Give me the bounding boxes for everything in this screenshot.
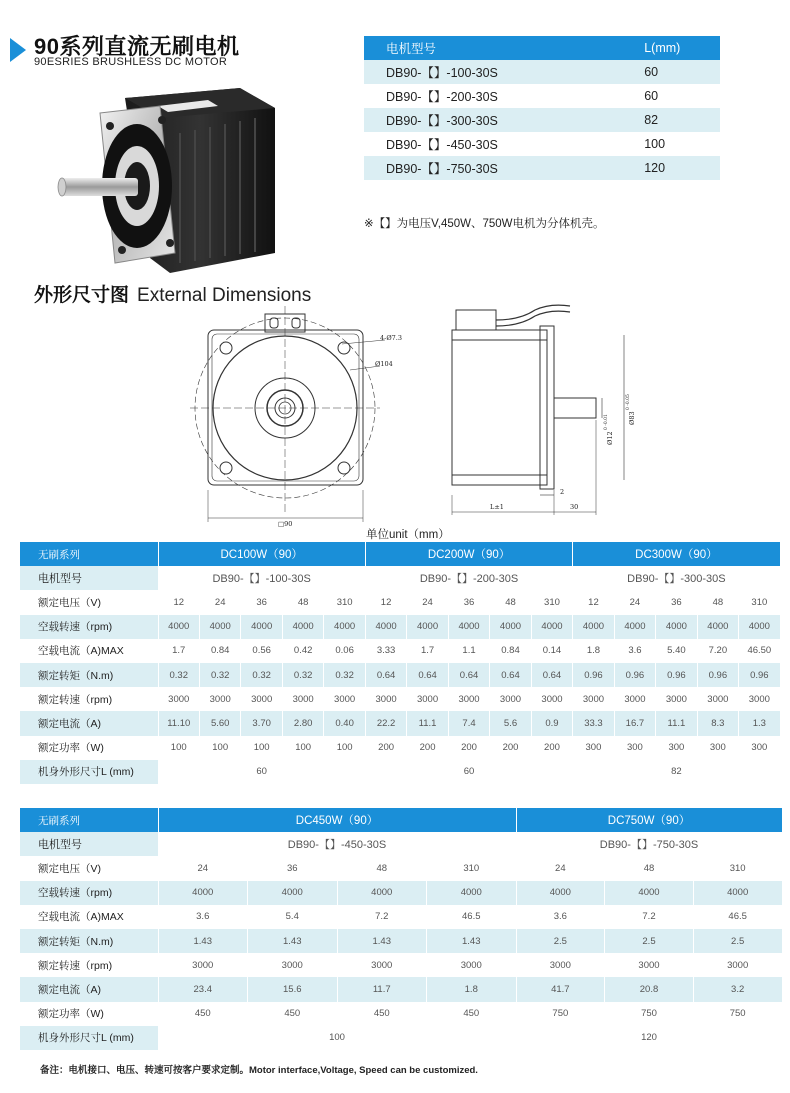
value-cell: 3000 [427, 953, 517, 977]
value-cell: 450 [427, 1002, 517, 1026]
value-cell: 300 [656, 736, 697, 760]
value-cell: 200 [407, 736, 448, 760]
dimensions-title-cn: 外形尺寸图 [34, 285, 130, 306]
model-cell: DB90-【】-200-30S [365, 566, 572, 590]
value-cell: 24 [407, 590, 448, 614]
row-label: 额定转速（rpm) [20, 687, 158, 711]
label-pilot: Ø83 [628, 411, 636, 425]
group-header: DC300W（90） [573, 542, 780, 566]
value-cell: 3.33 [365, 639, 406, 663]
table-row [20, 760, 780, 784]
row-label: 额定电压（V) [20, 590, 158, 614]
label-shaft-tol: 0 -0.01 [604, 414, 609, 430]
row-label: 额定功率（W) [20, 736, 158, 760]
value-cell: 36 [656, 590, 697, 614]
value-cell: 2.5 [516, 929, 605, 953]
value-cell: 11.10 [158, 711, 199, 735]
value-cell: 1.43 [427, 929, 517, 953]
value-cell: 1.43 [158, 929, 248, 953]
unit-label: 单位unit（mm） [366, 529, 450, 541]
value-cell: 4000 [337, 881, 427, 905]
value-cell: 310 [427, 856, 517, 880]
value-cell: 1.3 [739, 711, 780, 735]
length-label: 机身外形尺寸L (mm) [20, 1026, 158, 1050]
value-cell: 7.2 [337, 905, 427, 929]
value-cell: 4000 [199, 615, 240, 639]
value-cell: 48 [605, 856, 694, 880]
value-cell: 4000 [282, 615, 323, 639]
value-cell: 3.6 [614, 639, 655, 663]
value-cell: 36 [241, 590, 282, 614]
value-cell: 3.6 [158, 905, 248, 929]
length-label: 机身外形尺寸L (mm) [20, 760, 158, 784]
table-row [20, 929, 782, 953]
label-square: □90 [278, 520, 293, 528]
row-label: 空载转速（rpm) [20, 615, 158, 639]
value-cell: 450 [248, 1002, 338, 1026]
value-cell: 22.2 [365, 711, 406, 735]
value-cell: 300 [739, 736, 780, 760]
value-cell: 46.5 [693, 905, 782, 929]
table-row [20, 905, 782, 929]
value-cell: 3000 [605, 953, 694, 977]
value-cell: 36 [448, 590, 489, 614]
model-cell: DB90-【】-100-30S [158, 566, 365, 590]
value-cell: 4000 [365, 615, 406, 639]
value-cell: 0.32 [199, 663, 240, 687]
length-header: L(mm) [534, 36, 720, 60]
value-cell: 3000 [407, 687, 448, 711]
value-cell: 16.7 [614, 711, 655, 735]
model-cell: DB90-【】-100-30S [364, 60, 534, 84]
model-cell: DB90-【】-300-30S [364, 108, 534, 132]
length-cell: 82 [534, 108, 720, 132]
value-cell: 2.80 [282, 711, 323, 735]
length-cell: 82 [573, 760, 780, 784]
model-label: 电机型号 [20, 832, 158, 856]
value-cell: 0.42 [282, 639, 323, 663]
label-pilot-tol: 0 -0.05 [626, 394, 631, 410]
row-label: 空载转速（rpm) [20, 881, 158, 905]
value-cell: 0.84 [490, 639, 531, 663]
value-cell: 100 [282, 736, 323, 760]
value-cell: 48 [490, 590, 531, 614]
value-cell: 4000 [427, 881, 517, 905]
model-cell: DB90-【】-200-30S [364, 84, 534, 108]
value-cell: 3.6 [516, 905, 605, 929]
dimension-drawing [190, 300, 660, 530]
value-cell: 4000 [573, 615, 614, 639]
value-cell: 0.64 [407, 663, 448, 687]
value-cell: 4000 [158, 615, 199, 639]
value-cell: 0.32 [282, 663, 323, 687]
value-cell: 0.14 [531, 639, 572, 663]
value-cell: 46.5 [427, 905, 517, 929]
label-holes: 4-Ø7.3 [380, 334, 402, 342]
value-cell: 23.4 [158, 977, 248, 1001]
value-cell: 0.9 [531, 711, 572, 735]
value-cell: 20.8 [605, 977, 694, 1001]
value-cell: 12 [573, 590, 614, 614]
model-length-table [364, 36, 720, 204]
value-cell: 4000 [693, 881, 782, 905]
group-header: DC750W（90） [516, 808, 782, 832]
value-cell: 300 [697, 736, 738, 760]
value-cell: 1.43 [248, 929, 338, 953]
value-cell: 48 [697, 590, 738, 614]
table-row [20, 590, 780, 614]
value-cell: 0.96 [697, 663, 738, 687]
value-cell: 2.5 [693, 929, 782, 953]
header-triangle-icon [10, 38, 26, 62]
value-cell: 0.96 [739, 663, 780, 687]
value-cell: 3000 [365, 687, 406, 711]
table-row [20, 953, 782, 977]
row-label: 额定电流（A) [20, 977, 158, 1001]
table-row [20, 1026, 782, 1050]
value-cell: 3000 [241, 687, 282, 711]
value-cell: 310 [324, 590, 365, 614]
value-cell: 1.7 [407, 639, 448, 663]
value-cell: 4000 [656, 615, 697, 639]
table-row [20, 832, 782, 856]
value-cell: 3000 [158, 687, 199, 711]
row-label: 空载电流（A)MAX [20, 905, 158, 929]
model-note: ※【】为电压V,450W、750W电机为分体机壳。 [364, 218, 605, 230]
value-cell: 0.64 [490, 663, 531, 687]
table-row [364, 156, 720, 180]
value-cell: 11.7 [337, 977, 427, 1001]
length-cell: 60 [534, 84, 720, 108]
label-pcd: Ø104 [375, 360, 393, 368]
value-cell: 0.64 [531, 663, 572, 687]
model-header: 电机型号 [364, 36, 534, 60]
value-cell: 3000 [490, 687, 531, 711]
value-cell: 3000 [199, 687, 240, 711]
value-cell: 450 [158, 1002, 248, 1026]
value-cell: 4000 [697, 615, 738, 639]
table-row [20, 639, 780, 663]
value-cell: 5.4 [248, 905, 338, 929]
row-label: 额定转矩（N.m) [20, 929, 158, 953]
value-cell: 24 [158, 856, 248, 880]
length-cell: 120 [534, 156, 720, 180]
value-cell: 24 [516, 856, 605, 880]
model-cell: DB90-【】-750-30S [364, 156, 534, 180]
table-row [20, 881, 782, 905]
table-row-empty [364, 180, 720, 204]
table-row [364, 108, 720, 132]
value-cell: 48 [282, 590, 323, 614]
page-title: 90系列直流无刷电机 [34, 34, 240, 59]
value-cell: 200 [531, 736, 572, 760]
value-cell: 100 [158, 736, 199, 760]
value-cell: 3000 [739, 687, 780, 711]
row-label: 额定电压（V) [20, 856, 158, 880]
value-cell: 4000 [739, 615, 780, 639]
value-cell: 7.4 [448, 711, 489, 735]
value-cell: 7.2 [605, 905, 694, 929]
value-cell: 200 [448, 736, 489, 760]
group-header: DC200W（90） [365, 542, 572, 566]
value-cell: 46.50 [739, 639, 780, 663]
group-header: DC100W（90） [158, 542, 365, 566]
value-cell: 310 [531, 590, 572, 614]
value-cell: 4000 [448, 615, 489, 639]
table-row [20, 566, 780, 590]
value-cell: 300 [573, 736, 614, 760]
value-cell: 4000 [407, 615, 448, 639]
value-cell: 4000 [241, 615, 282, 639]
value-cell: 4000 [531, 615, 572, 639]
group-header: DC450W（90） [158, 808, 516, 832]
value-cell: 36 [248, 856, 338, 880]
model-cell: DB90-【】-450-30S [158, 832, 516, 856]
value-cell: 3000 [656, 687, 697, 711]
length-cell: 60 [534, 60, 720, 84]
length-cell: 100 [158, 1026, 516, 1050]
value-cell: 3000 [614, 687, 655, 711]
model-label: 电机型号 [20, 566, 158, 590]
value-cell: 33.3 [573, 711, 614, 735]
model-cell: DB90-【】-750-30S [516, 832, 782, 856]
value-cell: 5.6 [490, 711, 531, 735]
row-label: 空载电流（A)MAX [20, 639, 158, 663]
value-cell: 3000 [697, 687, 738, 711]
value-cell: 3.2 [693, 977, 782, 1001]
value-cell: 100 [199, 736, 240, 760]
value-cell: 0.64 [448, 663, 489, 687]
page-subtitle: 90ESRIES BRUSHLESS DC MOTOR [34, 56, 228, 68]
value-cell: 3000 [158, 953, 248, 977]
value-cell: 3000 [448, 687, 489, 711]
value-cell: 100 [324, 736, 365, 760]
label-flange: 2 [560, 488, 565, 496]
table-row [20, 615, 780, 639]
value-cell: 4000 [614, 615, 655, 639]
value-cell: 0.84 [199, 639, 240, 663]
table-row [20, 1002, 782, 1026]
model-cell: DB90-【】-450-30S [364, 132, 534, 156]
length-cell: 120 [516, 1026, 782, 1050]
spec-table-2 [20, 808, 783, 1050]
value-cell: 300 [614, 736, 655, 760]
value-cell: 3000 [531, 687, 572, 711]
table-row [20, 808, 782, 832]
table-row [364, 60, 720, 84]
value-cell: 450 [337, 1002, 427, 1026]
model-cell: DB90-【】-300-30S [573, 566, 780, 590]
value-cell: 4000 [490, 615, 531, 639]
row-label: 额定电流（A) [20, 711, 158, 735]
table-row [20, 977, 782, 1001]
table-row [20, 736, 780, 760]
label-shaft: Ø12 [606, 431, 614, 445]
value-cell: 4000 [158, 881, 248, 905]
value-cell: 200 [365, 736, 406, 760]
value-cell: 1.43 [337, 929, 427, 953]
series-label: 无刷系列 [20, 542, 158, 566]
value-cell: 12 [365, 590, 406, 614]
value-cell: 3000 [324, 687, 365, 711]
value-cell: 1.8 [573, 639, 614, 663]
value-cell: 0.32 [241, 663, 282, 687]
value-cell: 3000 [573, 687, 614, 711]
value-cell: 0.96 [614, 663, 655, 687]
value-cell: 3000 [693, 953, 782, 977]
value-cell: 0.32 [158, 663, 199, 687]
table-row [364, 132, 720, 156]
value-cell: 0.40 [324, 711, 365, 735]
length-cell: 60 [365, 760, 572, 784]
row-label: 额定转矩（N.m) [20, 663, 158, 687]
value-cell: 11.1 [407, 711, 448, 735]
value-cell: 4000 [516, 881, 605, 905]
value-cell: 11.1 [656, 711, 697, 735]
value-cell: 0.06 [324, 639, 365, 663]
table-row [20, 856, 782, 880]
value-cell: 750 [516, 1002, 605, 1026]
length-cell: 100 [534, 132, 720, 156]
value-cell: 41.7 [516, 977, 605, 1001]
value-cell: 310 [739, 590, 780, 614]
value-cell: 310 [693, 856, 782, 880]
value-cell: 24 [199, 590, 240, 614]
table-row [364, 84, 720, 108]
spec-table-1 [20, 542, 781, 784]
value-cell: 12 [158, 590, 199, 614]
value-cell: 4000 [605, 881, 694, 905]
value-cell: 750 [605, 1002, 694, 1026]
table-row [20, 663, 780, 687]
value-cell: 15.6 [248, 977, 338, 1001]
dimensions-title-en: External Dimensions [137, 285, 312, 306]
value-cell: 3000 [516, 953, 605, 977]
value-cell: 0.96 [656, 663, 697, 687]
value-cell: 100 [241, 736, 282, 760]
label-length: L±1 [490, 503, 504, 511]
footnote: 备注：电机接口、电压、转速可按客户要求定制。Motor interface,Voltage, Speed can be customized. [40, 1065, 478, 1076]
row-label: 额定转速（rpm) [20, 953, 158, 977]
value-cell: 0.32 [324, 663, 365, 687]
table-row [20, 542, 780, 566]
value-cell: 0.56 [241, 639, 282, 663]
value-cell: 3000 [248, 953, 338, 977]
motor-photo [40, 78, 290, 288]
length-cell: 60 [158, 760, 365, 784]
value-cell: 200 [490, 736, 531, 760]
series-label: 无刷系列 [20, 808, 158, 832]
value-cell: 1.7 [158, 639, 199, 663]
value-cell: 1.8 [427, 977, 517, 1001]
value-cell: 48 [337, 856, 427, 880]
table-row [20, 711, 780, 735]
value-cell: 2.5 [605, 929, 694, 953]
value-cell: 4000 [324, 615, 365, 639]
value-cell: 24 [614, 590, 655, 614]
value-cell: 3000 [337, 953, 427, 977]
value-cell: 8.3 [697, 711, 738, 735]
label-ext: 30 [570, 503, 579, 511]
value-cell: 7.20 [697, 639, 738, 663]
value-cell: 5.40 [656, 639, 697, 663]
value-cell: 0.96 [573, 663, 614, 687]
value-cell: 4000 [248, 881, 338, 905]
value-cell: 0.64 [365, 663, 406, 687]
value-cell: 1.1 [448, 639, 489, 663]
value-cell: 3000 [282, 687, 323, 711]
table-row [20, 687, 780, 711]
value-cell: 5.60 [199, 711, 240, 735]
value-cell: 750 [693, 1002, 782, 1026]
row-label: 额定功率（W) [20, 1002, 158, 1026]
value-cell: 3.70 [241, 711, 282, 735]
